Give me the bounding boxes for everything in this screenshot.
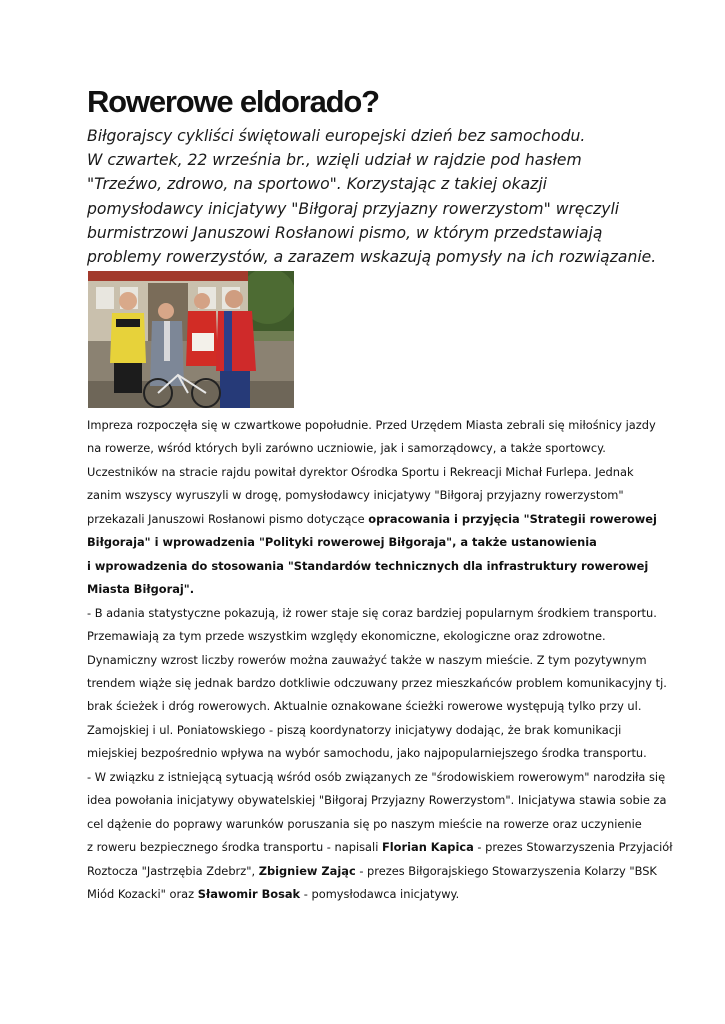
text-segment: na rowerze, wśród których byli zarówno uczniowie, jak i samorządowcy, a także sportowcy.	[87, 441, 606, 456]
text-segment: - W związku z istniejącą sytuacją wśród osób związanych ze "środowiskiem rowerowym" narodziła się	[87, 769, 666, 784]
bold-text-segment: Miasta Biłgoraj".	[87, 582, 195, 597]
article-title: Rowerowe eldorado?	[87, 84, 379, 119]
text-segment: przekazali Januszowi Rosłanowi pismo dotyczące	[87, 511, 369, 526]
bold-text-segment: Florian Kapica	[381, 840, 474, 855]
text-segment: trendem wiąże się jednak bardzo dotkliwie odczuwany przez mieszkańców problem komunikacyjny tj.	[87, 675, 667, 690]
text-segment: brak ścieżek i dróg rowerowych. Aktualnie oznakowane ścieżki rowerowe występują tylko przy ul.	[87, 699, 642, 714]
bold-text-segment: Biłgoraja" i wprowadzenia "Polityki rowerowej Biłgoraja", a także ustanowienia	[87, 535, 597, 550]
text-segment: miejskiej bezpośrednio wpływa na wybór samochodu, jako najpopularniejszego środka transportu.	[87, 746, 647, 761]
text-segment: - pomysłodawca inicjatywy.	[300, 887, 460, 902]
body-line	[87, 484, 647, 507]
body-line	[87, 578, 647, 601]
text-segment: idea powołania inicjatywy obywatelskiej "Biłgoraj Przyjazny Rowerzystom". Inicjatywa stawia sobie za	[87, 793, 667, 808]
body-line	[87, 813, 647, 836]
text-segment: Dynamiczny wzrost liczby rowerów można zauważyć także w naszym mieście. Z tym pozytywnym	[87, 652, 647, 667]
body-line	[87, 719, 647, 742]
body-line	[87, 649, 647, 672]
bold-text-segment: Zbigniew Zając	[258, 863, 356, 878]
body-line	[87, 625, 647, 648]
text-segment: - prezes Stowarzyszenia Przyjaciół	[473, 840, 673, 855]
article-body	[87, 414, 673, 907]
body-line	[87, 860, 657, 883]
text-segment: cel dążenie do poprawy warunków poruszania się po naszym mieście na rowerze oraz uczynienie	[87, 816, 642, 831]
lead-line: W czwartek, 22 września br., wzięli udział w rajdzie pod hasłem	[87, 151, 582, 170]
body-line	[87, 555, 647, 578]
text-segment: Miód Kozacki" oraz	[87, 887, 198, 902]
lead-line: "Trzeźwo, zdrowo, na sportowo". Korzystając z takiej okazji	[87, 175, 547, 194]
bold-text-segment: Sławomir Bosak	[197, 887, 301, 902]
body-line	[87, 508, 657, 531]
body-line	[87, 742, 647, 765]
body-line	[87, 414, 656, 437]
bold-text-segment: opracowania i przyjęcia "Strategii rowerowej	[368, 511, 657, 526]
cyclists-photo-illustration	[88, 271, 294, 408]
text-segment: Uczestników na stracie rajdu powitał dyrektor Ośrodka Sportu i Rekreacji Michał Furlepa. Jednak	[87, 464, 634, 479]
text-segment: - prezes Biłgorajskiego Stowarzyszenia Kolarzy "BSK	[355, 863, 657, 878]
body-line	[87, 437, 647, 460]
text-segment: - B adania statystyczne pokazują, iż rower staje się coraz bardziej popularnym środkiem transportu.	[87, 605, 657, 620]
lead-line: burmistrzowi Januszowi Rosłanowi pismo, w którym przedstawiają	[87, 223, 603, 242]
body-line	[87, 766, 666, 789]
text-segment: Roztocza "Jastrzębia Zdebrz",	[87, 863, 259, 878]
lead-line: problemy rowerzystów, a zarazem wskazują pomysły na ich rozwiązanie.	[87, 248, 657, 267]
bold-text-segment: i wprowadzenia do stosowania "Standardów technicznych dla infrastruktury rowerowej	[87, 558, 649, 573]
body-line	[87, 672, 667, 695]
body-line	[87, 695, 647, 718]
text-segment: Przemawiają za tym przede wszystkim względy ekonomiczne, ekologiczne oraz zdrowotne.	[87, 629, 606, 644]
text-segment: zanim wszyscy wyruszyli w drogę, pomysłodawcy inicjatywy "Biłgoraj przyjazny rowerzystom"	[87, 488, 624, 503]
text-segment: Zamojskiej i ul. Poniatowskiego - piszą koordynatorzy inicjatywy dodając, że brak komunikacji	[87, 722, 622, 737]
article-photo	[88, 271, 294, 408]
text-segment: z roweru bezpiecznego środka transportu - napisali	[87, 840, 382, 855]
text-segment: Impreza rozpoczęła się w czwartkowe popołudnie. Przed Urzędem Miasta zebrali się miłośnicy jazdy	[87, 418, 656, 432]
article-lead	[87, 124, 687, 269]
body-line	[87, 789, 667, 812]
lead-line: pomysłodawcy inicjatywy "Biłgoraj przyjazny rowerzystom" wręczyli	[87, 199, 620, 218]
body-line	[87, 531, 647, 554]
body-line	[87, 836, 673, 859]
body-line	[87, 602, 657, 625]
body-line	[87, 461, 647, 484]
body-line	[87, 883, 647, 906]
lead-line: Biłgorajscy cykliści świętowali europejski dzień bez samochodu.	[87, 127, 586, 145]
